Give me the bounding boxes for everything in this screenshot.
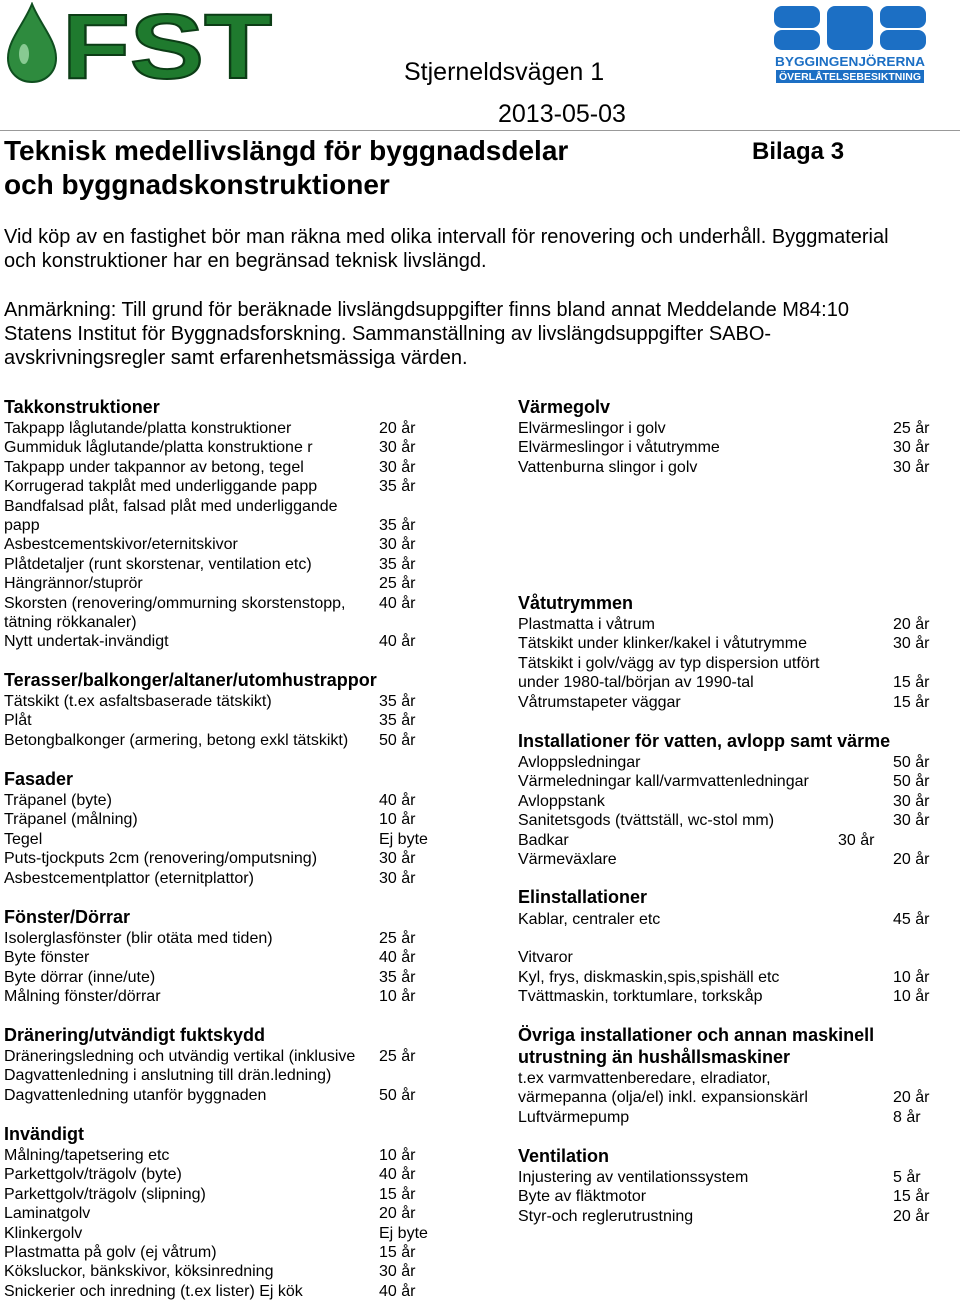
invandigt-row-label: Plastmatta på golv (ej våtrum) [4, 1244, 217, 1261]
terass-row-value: 50 år [379, 731, 416, 749]
invandigt-row-value: 10 år [379, 1147, 416, 1164]
address: Stjerneldsvägen 1 [404, 58, 605, 86]
tak-row-label: Takpapp under takpannor av betong, tegel [4, 458, 304, 476]
sbr-logo-line2: ÖVERLÅTELSEBESIKTNING [779, 72, 915, 83]
installation-row-value: 30 år [893, 812, 930, 830]
note-line: Anmärkning: Till grund för beräknade livslängdsuppgifter finns bland annat Meddelande M84:10 [4, 299, 849, 321]
sbr-logo-line1: BYGGINGENJÖRERNA [775, 54, 926, 69]
varmegolv-row-value: 25 år [893, 420, 930, 437]
terass-row-value: 35 år [379, 693, 416, 710]
section-heading-vatutrymmen: Våtutrymmen [518, 593, 634, 613]
fonster-row-label: Byte fönster [4, 949, 90, 967]
fasad-row-value: Ej byte [379, 830, 428, 848]
fonster-row-value: 25 år [379, 930, 416, 947]
tak-row-value: 40 år [379, 594, 416, 612]
tak-row-value: 30 år [379, 458, 416, 476]
terass-row-label: Plåt [4, 712, 32, 730]
vitvaror-row-value: 10 år [893, 988, 930, 1006]
fasad-row-label: Puts-tjockputs 2cm (renovering/omputsning) [4, 850, 318, 868]
section-heading-invandigt: Invändigt [4, 1124, 84, 1144]
tak-row-label: Takpapp låglutande/platta konstruktioner [4, 420, 292, 437]
installation-row-value: 50 år [893, 773, 930, 791]
fasad-row-value: 30 år [379, 850, 416, 868]
invandigt-row-value: 20 år [379, 1205, 416, 1223]
ventilation-row-value: 5 år [893, 1169, 921, 1186]
ventilation-row-value: 20 år [893, 1207, 930, 1225]
section-heading-fonster: Fönster/Dörrar [4, 907, 131, 927]
tak-row-label: Korrugerad takplåt med underliggande papp [4, 478, 318, 496]
left-column [4, 0, 504, 1303]
ovriga-row-value: 20 år [893, 1089, 930, 1107]
tak-row-label: Hängrännor/stuprör [4, 575, 143, 593]
section-heading-varmegolv: Värmegolv [518, 397, 611, 417]
fonster-row-value: 40 år [379, 949, 416, 967]
installation-row-label: Avloppstank [518, 792, 605, 810]
fasad-row-value: 30 år [379, 869, 416, 887]
tak-row-label: Plåtdetaljer (runt skorstenar, ventilation etc) [4, 555, 312, 573]
dranering-row-label: Dagvattenledning i anslutning till drän.ledning) [4, 1067, 332, 1085]
fasad-row-label: Asbestcementplattor (eternitplattor) [4, 869, 254, 887]
terass-row-value: 35 år [379, 712, 416, 730]
ventilation-row-label: Injustering av ventilationssystem [518, 1169, 749, 1186]
tak-row-label: Asbestcementskivor/eternitskivor [4, 536, 238, 554]
tak-row-label: papp [4, 517, 40, 534]
ovriga-row-label: Luftvärmepump [518, 1108, 630, 1126]
el-row-label: Kablar, centraler etc [518, 911, 661, 928]
fasad-row-label: Träpanel (byte) [4, 792, 112, 809]
badkar-value: 30 år [838, 831, 875, 849]
section-heading-terasser: Terasser/balkonger/altaner/utomhustrappor [4, 670, 377, 690]
tak-row-value: 35 år [379, 478, 416, 496]
invandigt-row-value: Ej byte [379, 1224, 428, 1242]
tak-row-label: Skorsten (renovering/ommurning skorstenstopp, [4, 594, 346, 612]
vatutrymme-row-label: Tätskikt i golv/vägg av typ dispersion utfört [518, 654, 820, 672]
dranering-row-label: Dräneringsledning och utvändig vertikal (inklusive [4, 1048, 356, 1065]
dranering-row-label: Dagvattenledning utanför byggnaden [4, 1086, 267, 1104]
vitvaror-row-label: Tvättmaskin, torktumlare, torkskåp [518, 988, 763, 1006]
invandigt-row-value: 40 år [379, 1282, 416, 1300]
intro-line: Vid köp av en fastighet bör man räkna med olika intervall för renovering och underhåll. Byggmaterial [4, 226, 889, 248]
invandigt-row-label: Snickerier och inredning (t.ex lister) Ej kök [4, 1282, 303, 1300]
invandigt-row-label: Parkettgolv/trägolv (slipning) [4, 1185, 206, 1203]
vatutrymme-row-label: Tätskikt under klinker/kakel i våtutrymme [518, 635, 807, 653]
note-line: Statens Institut för Byggnadsforskning. Sammanställning av livslängdsuppgifter SABO- [4, 323, 772, 345]
tak-row-label: Gummiduk låglutande/platta konstruktione r [4, 439, 313, 457]
vatutrymme-row-value: 20 år [893, 616, 930, 633]
page-title-line1: Teknisk medellivslängd för byggnadsdelar [4, 135, 569, 166]
installation-row-label: Sanitetsgods (tvättställ, wc-stol mm) [518, 812, 775, 830]
tak-row-label: tätning rökkanaler) [4, 614, 137, 631]
tak-row-value: 40 år [379, 633, 416, 651]
fonster-row-value: 10 år [379, 988, 416, 1006]
section-heading-fasader: Fasader [4, 769, 74, 789]
ovriga-row-label: värmepanna (olja/el) inkl. expansionskärl [518, 1089, 808, 1107]
intro-line: och konstruktioner har en begränsad teknisk livslängd. [4, 250, 487, 272]
page-title-line2: och byggnadskonstruktioner [4, 169, 390, 200]
vitvaror-label-label: Vitvaror [518, 949, 573, 966]
vatutrymme-row-value: 15 år [893, 674, 930, 692]
ventilation-row-value: 15 år [893, 1188, 930, 1206]
ventilation-row-label: Styr-och reglerutrustning [518, 1207, 694, 1225]
invandigt-row-value: 40 år [379, 1166, 416, 1184]
fasad-row-value: 40 år [379, 792, 416, 809]
invandigt-row-label: Köksluckor, bänkskivor, köksinredning [4, 1263, 274, 1281]
tak-row-value: 35 år [379, 517, 416, 534]
invandigt-row-value: 30 år [379, 1263, 416, 1281]
invandigt-row-value: 15 år [379, 1185, 416, 1203]
dranering-row-value: 25 år [379, 1048, 416, 1065]
vitvaror-row-value: 10 år [893, 969, 930, 986]
ventilation-row-label: Byte av fläktmotor [518, 1188, 647, 1206]
terass-row-label: Betongbalkonger (armering, betong exkl tätskikt) [4, 731, 349, 749]
section-heading-installationer: Installationer för vatten, avlopp samt värme [518, 731, 891, 751]
installation-row-label: Badkar [518, 831, 569, 849]
varmegolv-row-value: 30 år [893, 439, 930, 457]
fasad-row-label: Träpanel (målning) [4, 811, 138, 829]
dranering-row-value: 50 år [379, 1086, 416, 1104]
date: 2013-05-03 [498, 100, 626, 128]
invandigt-row-value: 15 år [379, 1244, 416, 1261]
installation-row-value: 30 år [893, 792, 930, 810]
fonster-row-label: Målning fönster/dörrar [4, 988, 161, 1006]
section-heading-takkonstruktioner: Takkonstruktioner [4, 397, 160, 417]
varmegolv-row-label: Elvärmeslingor i våtutrymme [518, 439, 720, 457]
section-heading-ventilation: Ventilation [518, 1146, 610, 1166]
vitvaror-row-label: Kyl, frys, diskmaskin,spis,spishäll etc [518, 969, 780, 986]
fonster-row-value: 35 år [379, 968, 416, 986]
terass-row-label: Tätskikt (t.ex asfaltsbaserade tätskikt) [4, 693, 272, 710]
invandigt-row-label: Parkettgolv/trägolv (byte) [4, 1166, 182, 1184]
right-column [518, 0, 958, 1303]
fasad-row-label: Tegel [4, 830, 43, 848]
tak-row-value: 35 år [379, 555, 416, 573]
vatutrymme-row-label: Våtrumstapeter väggar [518, 693, 681, 711]
el-row-value: 45 år [893, 911, 930, 928]
tak-row-label: Nytt undertak-invändigt [4, 633, 169, 651]
varmegolv-row-label: Elvärmeslingor i golv [518, 420, 666, 437]
installation-row-label: Värmeväxlare [518, 851, 617, 868]
varmegolv-row-label: Vattenburna slingor i golv [518, 458, 698, 476]
fasad-row-value: 10 år [379, 811, 416, 829]
section-heading-ovriga-line2: utrustning än hushållsmaskiner [518, 1047, 791, 1067]
tak-row-value: 30 år [379, 439, 416, 457]
vatutrymme-row-value: 30 år [893, 635, 930, 653]
section-heading-ovriga: Övriga installationer och annan maskinell [518, 1025, 875, 1045]
invandigt-row-label: Laminatgolv [4, 1205, 91, 1223]
varmegolv-row-value: 30 år [893, 458, 930, 476]
tak-row-value: 20 år [379, 420, 416, 437]
installation-row-value: 20 år [893, 851, 930, 868]
installation-row-value: 50 år [893, 754, 930, 771]
vatutrymme-row-value: 15 år [893, 693, 930, 711]
fonster-row-label: Isolerglasfönster (blir otäta med tiden) [4, 930, 273, 947]
installation-row-label: Avloppsledningar [518, 754, 641, 771]
invandigt-row-label: Målning/tapetsering etc [4, 1147, 170, 1164]
section-heading-elinstallationer: Elinstallationer [518, 887, 648, 907]
installation-row-label: Värmeledningar kall/varmvattenledningar [518, 773, 809, 791]
appendix-label: Bilaga 3 [752, 138, 845, 165]
tak-row-value: 25 år [379, 575, 416, 593]
tak-row-label: Bandfalsad plåt, falsad plåt med underliggande [4, 497, 338, 515]
vatutrymme-row-label: under 1980-tal/början av 1990-tal [518, 674, 754, 692]
invandigt-row-label: Klinkergolv [4, 1224, 83, 1242]
ovriga-row-label: t.ex varmvattenberedare, elradiator, [518, 1070, 771, 1087]
vatutrymme-row-label: Plastmatta i våtrum [518, 616, 655, 633]
tak-row-value: 30 år [379, 536, 416, 554]
note-line: avskrivningsregler samt erfarenhetsmässiga värden. [4, 347, 468, 369]
fst-logo-text: FST [62, 2, 272, 84]
fonster-row-label: Byte dörrar (inne/ute) [4, 968, 156, 986]
section-heading-dranering: Dränering/utvändigt fuktskydd [4, 1025, 266, 1045]
ovriga-row-value: 8 år [893, 1108, 921, 1126]
